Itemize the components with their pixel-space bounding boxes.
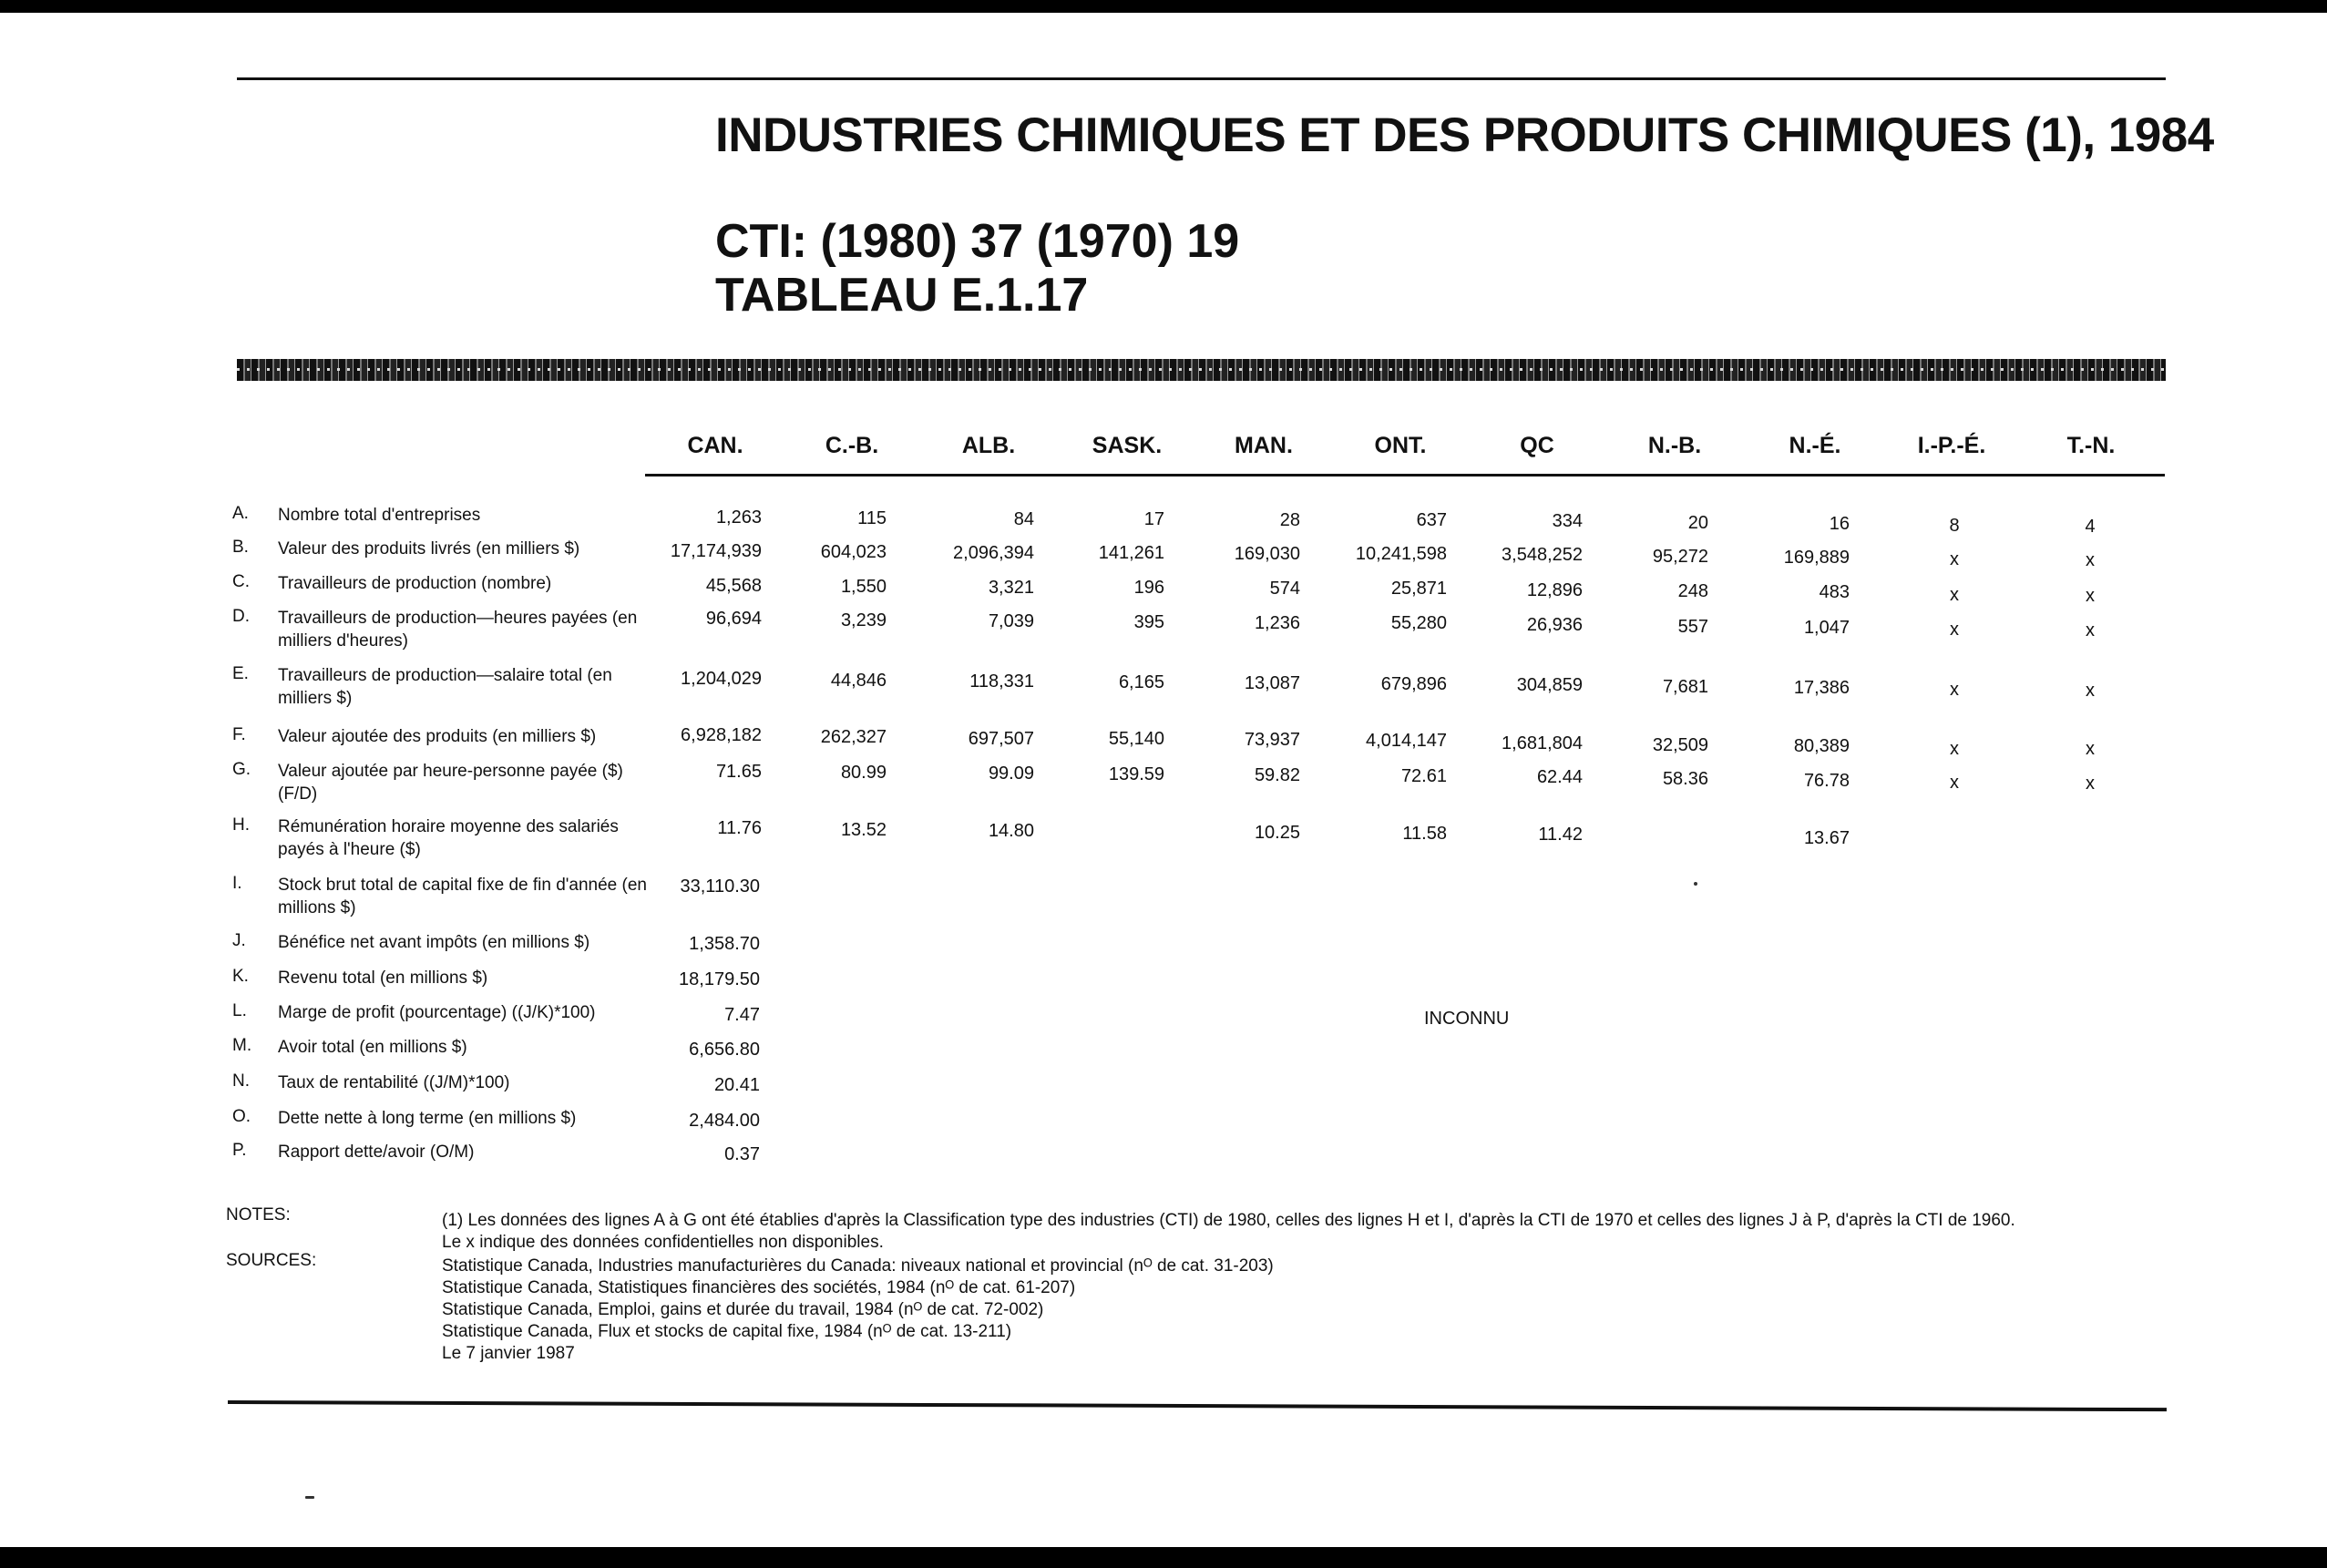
- row-letter: E.: [232, 664, 249, 683]
- table-cell: 248: [1677, 581, 1708, 601]
- table-cell: x: [1950, 739, 1959, 759]
- table-cell: 169,889: [1783, 548, 1850, 568]
- table-cell: 99.09: [988, 764, 1034, 784]
- note-line: (1) Les données des lignes A à G ont été établies d'après la Classification type des industries (CTI) de 1980, celles des lignes H et I, d'après la CTI de 1970 et celles des lignes J à P, d'après la CTI de 1960.: [442, 1211, 2015, 1230]
- row-letter: P.: [232, 1141, 247, 1160]
- table-cell: 17,386: [1793, 678, 1850, 698]
- table-cell: 25,871: [1390, 579, 1447, 599]
- table-cell: 45,568: [705, 576, 762, 596]
- row-label: Valeur ajoutée des produits (en milliers $): [278, 727, 597, 746]
- row-label: Rémunération horaire moyenne des salariés payés à l'heure ($): [278, 817, 619, 859]
- table-cell: 115: [857, 508, 887, 528]
- table-cell: 7.47: [724, 1005, 760, 1025]
- table-cell: x: [2086, 739, 2095, 759]
- row-letter: I.: [232, 874, 242, 893]
- note-line: Le x indique des données confidentielles non disponibles.: [442, 1233, 884, 1252]
- column-header-man: MAN.: [1235, 433, 1293, 458]
- table-cell: 1,236: [1254, 613, 1300, 633]
- table-cell: 71.65: [715, 762, 762, 782]
- table-cell: 55,280: [1390, 613, 1447, 633]
- cti-code: CTI: (1980) 37 (1970) 19: [715, 215, 1240, 268]
- table-cell: 139.59: [1108, 764, 1164, 784]
- table-cell: 8: [1949, 516, 1960, 536]
- source-line: Statistique Canada, Emploi, gains et durée du travail, 1984 (nᴼ de cat. 72-002): [442, 1300, 1044, 1319]
- unknown-label: INCONNU: [1424, 1009, 1510, 1029]
- table-cell: 32,509: [1652, 735, 1708, 755]
- row-label: Rapport dette/avoir (O/M): [278, 1143, 475, 1162]
- table-cell: 4: [2085, 517, 2096, 537]
- table-cell: 11.42: [1538, 825, 1583, 845]
- row-letter: O.: [232, 1107, 251, 1126]
- row-label: Travailleurs de production—heures payées (en milliers d'heures): [278, 609, 638, 651]
- table-cell: 334: [1552, 511, 1583, 531]
- top-rule: [237, 77, 2166, 80]
- table-cell: 0.37: [724, 1144, 760, 1164]
- table-cell: 118,331: [969, 671, 1034, 692]
- row-letter: G.: [232, 760, 251, 779]
- table-cell: 18,179.50: [679, 969, 760, 989]
- row-label: Travailleurs de production (nombre): [278, 574, 552, 593]
- table-cell: 10.25: [1254, 823, 1300, 843]
- row-label: Avoir total (en millions $): [278, 1038, 467, 1057]
- row-label: Taux de rentabilité ((J/M)*100): [278, 1073, 510, 1092]
- table-cell: 84: [1013, 509, 1034, 529]
- table-cell: 58.36: [1662, 769, 1708, 789]
- scan-border-top: [0, 0, 2327, 13]
- row-letter: K.: [232, 967, 249, 986]
- stray-mark: [305, 1496, 314, 1499]
- table-cell: 72.61: [1400, 766, 1447, 786]
- header-underline: [645, 474, 2165, 477]
- table-cell: 55,140: [1108, 729, 1164, 749]
- table-cell: x: [1950, 680, 1959, 700]
- table-cell: x: [2086, 774, 2095, 794]
- table-cell: 13,087: [1244, 673, 1300, 693]
- column-header-alb: ALB.: [961, 433, 1016, 458]
- table-cell: 14.80: [988, 821, 1034, 841]
- row-label: Bénéfice net avant impôts (en millions $): [278, 933, 590, 952]
- sources-label: SOURCES:: [226, 1251, 317, 1270]
- table-cell: 2,096,394: [953, 543, 1034, 563]
- table-cell: 13.67: [1803, 828, 1850, 848]
- source-line: Le 7 janvier 1987: [442, 1344, 575, 1363]
- column-header-tn: T.-N.: [2066, 433, 2116, 458]
- table-cell: x: [1950, 773, 1959, 793]
- table-cell: 574: [1269, 579, 1300, 599]
- column-header-qc: QC: [1520, 433, 1554, 458]
- row-letter: D.: [232, 607, 250, 626]
- row-label: Stock brut total de capital fixe de fin d'année (en millions $): [278, 876, 647, 917]
- table-cell: x: [2086, 550, 2095, 570]
- source-line: Statistique Canada, Flux et stocks de capital fixe, 1984 (nᴼ de cat. 13-211): [442, 1322, 1012, 1341]
- table-cell: x: [2086, 620, 2095, 641]
- column-header-ipe: I.-P.-É.: [1917, 433, 1986, 458]
- table-cell: 10,241,598: [1355, 544, 1447, 564]
- column-header-ne: N.-É.: [1789, 433, 1841, 458]
- table-cell: 637: [1416, 510, 1447, 530]
- table-cell: x: [2086, 586, 2095, 606]
- table-cell: 169,030: [1234, 544, 1300, 564]
- row-label: Travailleurs de production—salaire total (en milliers $): [278, 666, 612, 708]
- row-letter: B.: [232, 538, 249, 557]
- column-header-ont: ONT.: [1374, 433, 1427, 458]
- table-cell: 20.41: [713, 1075, 760, 1095]
- scan-border-bottom: [0, 1547, 2327, 1568]
- table-cell: 395: [1133, 612, 1164, 632]
- table-cell: 697,507: [968, 729, 1034, 749]
- table-cell: 11.58: [1402, 824, 1447, 844]
- row-label: Nombre total d'entreprises: [278, 506, 481, 525]
- table-cell: 483: [1819, 582, 1850, 602]
- table-cell: 12,896: [1526, 580, 1583, 600]
- table-cell: 6,165: [1118, 672, 1164, 692]
- row-label: Valeur ajoutée par heure-personne payée ($) (F/D): [278, 762, 623, 804]
- row-label: Revenu total (en millions $): [278, 968, 488, 988]
- header-band: [237, 359, 2166, 381]
- row-letter: H.: [232, 815, 250, 835]
- stray-dot: [1694, 882, 1697, 886]
- row-letter: F.: [232, 725, 246, 744]
- table-cell: 96,694: [705, 609, 762, 629]
- table-cell: 26,936: [1526, 615, 1583, 635]
- table-cell: 95,272: [1652, 547, 1708, 567]
- table-cell: 17,174,939: [670, 541, 762, 561]
- table-cell: 80,389: [1793, 736, 1850, 756]
- table-cell: 7,039: [988, 611, 1034, 631]
- table-cell: 604,023: [820, 542, 887, 562]
- column-header-can: CAN.: [687, 433, 743, 458]
- notes-text: [442, 1210, 2015, 1254]
- column-header-nb: N.-B.: [1647, 433, 1702, 458]
- table-cell: 1,550: [840, 577, 887, 597]
- table-cell: 11.76: [717, 818, 762, 838]
- row-label: Valeur des produits livrés (en milliers $): [278, 539, 580, 559]
- table-cell: x: [1950, 620, 1959, 640]
- table-cell: 4,014,147: [1366, 731, 1447, 751]
- table-cell: x: [2086, 681, 2095, 701]
- table-cell: 28: [1279, 510, 1300, 530]
- table-cell: 80.99: [840, 763, 887, 783]
- table-cell: 6,928,182: [681, 725, 762, 745]
- table-cell: 2,484.00: [689, 1111, 760, 1131]
- table-cell: 44,846: [830, 671, 887, 691]
- table-cell: 1,681,804: [1502, 733, 1583, 753]
- table-cell: 196: [1133, 578, 1164, 598]
- notes-label: NOTES:: [226, 1205, 291, 1225]
- table-cell: 7,681: [1662, 677, 1708, 697]
- table-cell: x: [1950, 585, 1959, 605]
- table-cell: 16: [1829, 514, 1850, 534]
- table-cell: 557: [1677, 617, 1708, 637]
- table-cell: 73,937: [1244, 730, 1300, 750]
- table-cell: 6,656.80: [689, 1040, 760, 1060]
- source-line: Statistique Canada, Statistiques financières des sociétés, 1984 (nᴼ de cat. 61-207): [442, 1278, 1076, 1297]
- table-cell: 33,110.30: [680, 876, 760, 897]
- table-cell: 262,327: [820, 727, 887, 747]
- row-letter: A.: [232, 504, 249, 523]
- table-cell: 1,204,029: [681, 669, 762, 689]
- bottom-rule: [228, 1400, 2167, 1411]
- row-letter: M.: [232, 1036, 252, 1055]
- row-letter: L.: [232, 1001, 247, 1020]
- column-header-cb: C.-B.: [825, 433, 879, 458]
- row-label: Marge de profit (pourcentage) ((J/K)*100): [278, 1003, 596, 1022]
- table-cell: 679,896: [1380, 674, 1447, 694]
- table-cell: 3,548,252: [1502, 545, 1583, 565]
- table-cell: 13.52: [840, 820, 887, 840]
- table-cell: 141,261: [1098, 543, 1164, 563]
- table-cell: 1,358.70: [689, 934, 760, 954]
- table-cell: 62.44: [1536, 767, 1583, 787]
- table-cell: 1,047: [1803, 618, 1850, 638]
- table-cell: x: [1950, 549, 1959, 569]
- column-header-sask: SASK.: [1092, 433, 1163, 458]
- sources-text: [442, 1255, 1274, 1365]
- table-cell: 20: [1687, 513, 1708, 533]
- table-cell: 304,859: [1516, 675, 1583, 695]
- table-cell: 3,239: [840, 610, 887, 630]
- row-letter: J.: [232, 931, 246, 950]
- table-number: TABLEAU E.1.17: [715, 269, 1089, 322]
- row-label: Dette nette à long terme (en millions $): [278, 1109, 577, 1128]
- table-cell: 17: [1143, 509, 1164, 529]
- page-title: INDUSTRIES CHIMIQUES ET DES PRODUITS CHIMIQUES (1), 1984: [715, 108, 2214, 162]
- table-cell: 76.78: [1803, 771, 1850, 791]
- table-cell: 1,263: [715, 507, 762, 528]
- source-line: Statistique Canada, Industries manufacturières du Canada: niveaux national et provincial (nᴼ de cat. 31-203): [442, 1256, 1274, 1276]
- row-letter: N.: [232, 1071, 250, 1091]
- row-letter: C.: [232, 572, 250, 591]
- table-cell: 3,321: [988, 578, 1034, 598]
- table-cell: 59.82: [1254, 765, 1300, 785]
